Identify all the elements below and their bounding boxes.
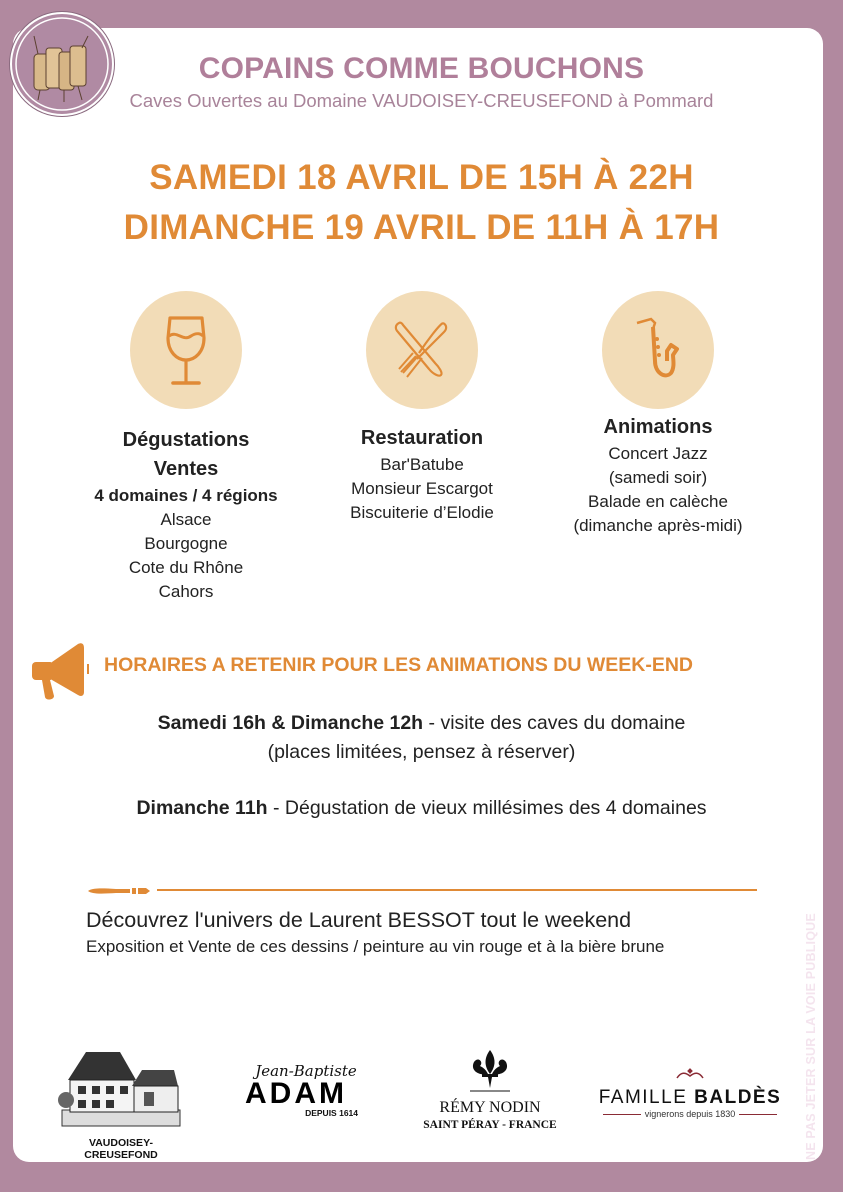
feature-line: Cote du Rhône [128,558,244,577]
sponsor-name: ADAM [245,1077,347,1110]
sponsor-tagline-row [590,1109,790,1119]
sponsor-tagline: vignerons depuis 1830 [644,1109,736,1119]
feature-line: Monsieur Escargot [351,479,493,498]
feature-line: Concert Jazz [608,444,708,463]
tagline-rule [603,1114,641,1115]
sponsor-famille-baldes [590,1068,790,1132]
sponsor-name: RÉMY NODIN [439,1099,541,1116]
schedule-time: Dimanche 11h [136,797,268,819]
ornament-icon [675,1068,705,1082]
tagline-rule [739,1114,777,1115]
date-saturday: SAMEDI 18 AVRIL DE 15H À 22H [149,158,694,197]
megaphone-icon [30,640,90,702]
discover-subtitle: Exposition et Vente de ces dessins / peinture au vin rouge et à la bière brune [86,937,665,956]
feature-animations [543,413,773,538]
feature-title: Dégustations [122,429,250,451]
fleur-de-lis-icon [468,1048,512,1092]
feature-line: Bar'Batube [380,455,464,474]
section-divider [157,889,757,891]
schedule-heading: HORAIRES A RETENIR POUR LES ANIMATIONS DU WEEK-END [104,654,693,676]
date-sunday: DIMANCHE 19 AVRIL DE 11H À 17H [123,208,720,247]
saxophone-icon [602,291,714,409]
feature-line: Alsace [160,510,212,529]
schedule-text: - visite des caves du domaine [423,712,686,734]
feature-line: (dimanche après-midi) [573,516,743,535]
sponsor-remy-nodin [420,1048,560,1140]
feature-bold-line: 4 domaines / 4 régions [94,486,278,505]
sponsor-name-light: FAMILLE [598,1087,688,1108]
feature-line: Bourgogne [144,534,228,553]
schedule-item-visit [0,712,843,735]
litter-notice: NE PAS JETER SUR LA VOIE PUBLIQUE [804,913,818,1160]
sponsor-name-bold: BALDÈS [694,1087,782,1108]
feature-line: Biscuiterie d’Elodie [350,503,494,522]
schedule-item-tasting [0,797,843,820]
discover-title: Découvrez l'univers de Laurent BESSOT tout le weekend [86,908,632,932]
feature-title: Restauration [360,427,484,449]
feature-title: Ventes [153,458,219,480]
schedule-text: - Dégustation de vieux millésimes des 4 domaines [267,797,707,819]
sponsor-name [590,1087,790,1109]
sponsor-jb-adam [226,1062,366,1132]
schedule-note: (places limitées, pensez à réserver) [267,741,576,763]
paintbrush-icon [86,884,158,896]
sponsor-tagline: SAINT PÉRAY - FRANCE [423,1119,557,1131]
sponsor-script: Jean-Baptiste [255,1062,357,1080]
chateau-drawing-icon [58,1046,184,1128]
feature-line: Cahors [158,582,214,601]
event-title: COPAINS COMME BOUCHONS [198,52,645,85]
schedule-time: Samedi 16h & Dimanche 12h [157,712,424,734]
feature-title: Animations [603,416,713,438]
feature-line: Balade en calèche [588,492,728,511]
sponsor-tagline: DEPUIS 1614 [305,1108,358,1118]
sponsor-vaudoisey-creusefond [58,1046,184,1161]
sponsor-name: VAUDOISEY-CREUSEFOND [84,1137,158,1161]
feature-line: (samedi soir) [608,468,708,487]
wine-glass-icon [130,291,242,409]
feature-tastings [71,426,301,604]
feature-restauration [307,424,537,525]
event-subtitle: Caves Ouvertes au Domaine VAUDOISEY-CREUSEFOND à Pommard [129,90,714,111]
fork-knife-icon [366,291,478,409]
